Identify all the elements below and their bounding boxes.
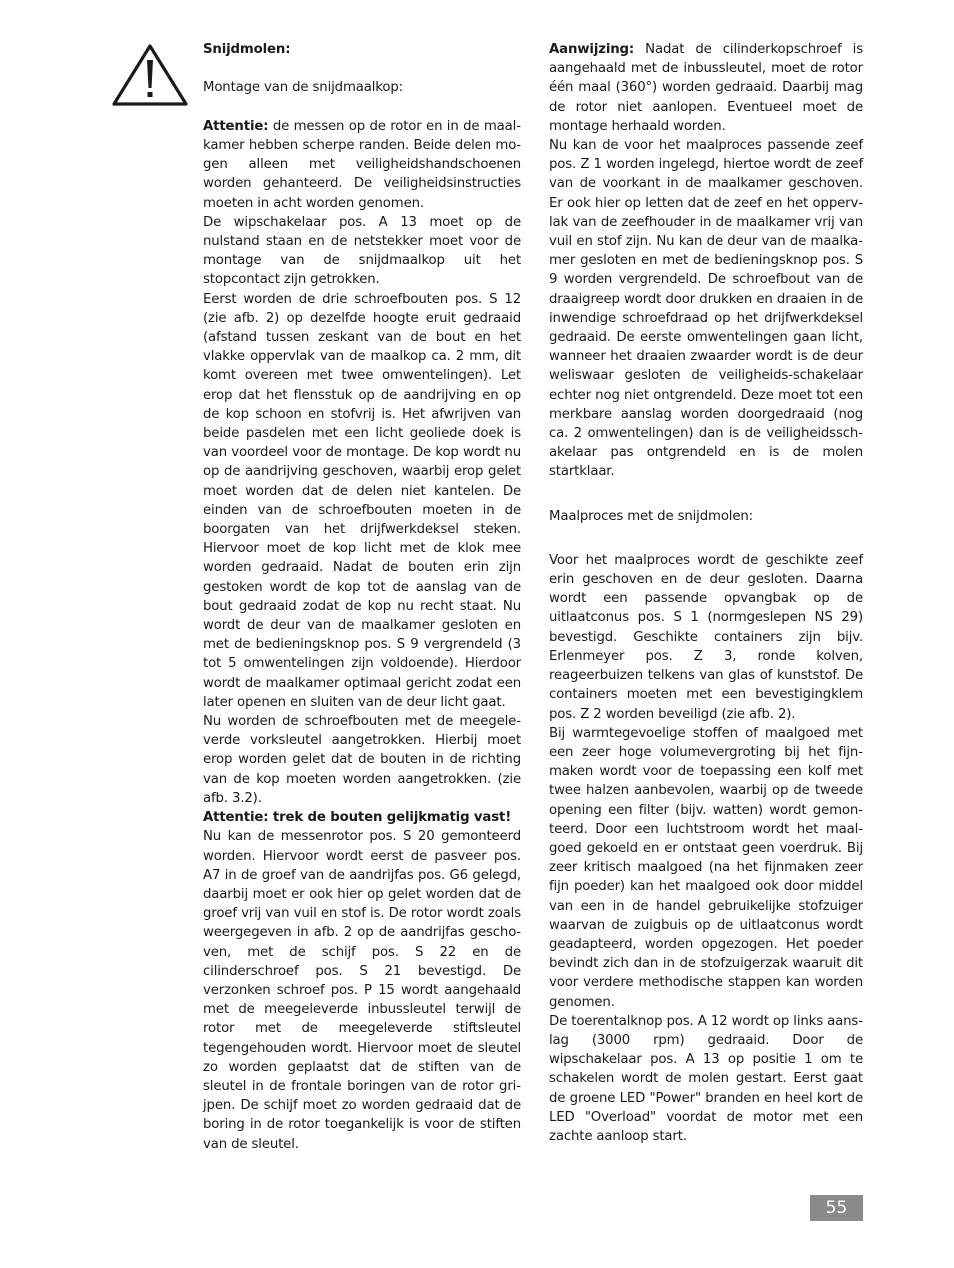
paragraph-rotor: Nu kan de messenrotor pos. S 20 gemonteerd worden. Hiervoor wordt eerst de pasveer pos. A7 in de groef van de aandrijfas pos. G6 gelegd, daarbij moet er ook hier op gelet worden dat de groef vrij van vuil en stof is. De rotor wordt zoals weergegeven in afb. 2 op de aandrijfas geschoven, met de schijf pos. S 22 en de cilinderschroef pos. S 21 bevestigd. De verzonken schroef pos. P 15 wordt aangehaald met de meegeleverde inbussleutel terwijl de rotor met de meegeleverde stiftsleutel tegengehouden wordt. Hiervoor moet de sleutel zo worden geplaatst dat de stiften van de sleutel in de frontale boringen van de rotor grijpen. De schijf moet zo worden gedraaid dat de boring in de rotor toegankelijk is voor de stiften van de sleutel.	[203, 829, 521, 1152]
paragraph-heat-sensitive: Bij warmtegevoelige stoffen of maalgoed met een zeer hoge volumevergroting bij het fijnmaken wordt voor de toepassing een kolf met twee halzen aanbevolen, waarbij op de tweede opening een filter (bijv. watten) wordt gemonteerd. Door een luchtstroom wordt het maalgoed gekoeld en er ontstaat geen voerdruk. Bij zeer kritisch maalgoed (na het fijnmaken zeer fijn poeder) kan het maalgoed ook door middel van een in de handel gebruikelijke stofzuiger waarvan de zuigbuis op de uitlaatconus wordt geadapteerd, worden opgezogen. Het poeder bevindt zich dan in de stofzuigerzak waaruit dit voor verdere methodische stappen kan worden genomen.	[549, 725, 863, 1010]
paragraph-sieve: Nu kan de voor het maalproces passende zeef pos. Z 1 worden ingelegd, hiertoe wordt de zeef van de voorkant in de maalkamer geschoven. Er ook hier op letten dat de zeef en het oppervlak van de zeefhouder in de maalkamer vrij van vuil en stof zijn. Nu kan de deur van de maalkamer gesloten en met de bedieningsknop pos. S 9 worden vergrendeld. De schroefbout van de draaigreep wordt door drukken en draaien in de inwendige schroefdraad op het drijfwerkdeksel gedraaid. De eerste omwentelingen gaan licht, wanneer het draaien zwaarder wordt is de deur weliswaar gesloten de veiligheids-schakelaar echter nog niet ontgrendeld. Deze moet tot een merkbare aanslag worden doorgedraaid (nog ca. 2 omwentelingen) dan is de veiligheidsschakelaar pas ontgrendeld en is de molen startklaar.	[549, 138, 863, 480]
paragraph-tighten: Nu worden de schroefbouten met de meegeleverde vorksleutel aangetrokken. Hierbij moet erop worden gelet dat de bouten in de richting van de kop moeten worden aangetrokken. (zie afb. 3.2).	[203, 714, 521, 806]
right-column	[549, 40, 863, 1146]
attention-paragraph	[203, 117, 521, 213]
subheading: Montage van de snijdmaalkop:	[203, 80, 403, 96]
section-heading-2: Maalproces met de snijdmolen:	[549, 508, 753, 524]
warning-triangle-icon	[111, 43, 189, 107]
paragraph-process: Voor het maalproces wordt de geschikte zeef erin geschoven en de deur gesloten. Daarna wordt een passende opvangbak op de uitlaatconus pos. S 1 (normgeslepen NS 29) bevestigd. Geschikte containers zijn bijv. Erlenmeyer pos. Z 3, ronde kolven, reageerbuizen telkens van glas of kunststof. De containers moeten met een bevestigingklem pos. Z 2 worden beveiligd (zie afb. 2).	[549, 552, 863, 722]
left-column	[203, 40, 521, 1154]
paragraph-start: De toerentalknop pos. A 12 wordt op links aanslag (3000 rpm) gedraaid. Door de wipschakelaar pos. A 13 op positie 1 om te schakelen wordt de molen gestart. Eerst gaat de groene LED "Power" branden en heel kort de LED "Overload" voordat de motor met een zachte aanloop start.	[549, 1013, 863, 1144]
note-paragraph	[549, 40, 863, 136]
attention-label: Attentie:	[203, 118, 269, 134]
note-text: Nadat de cilinderkopschroef is aangehaald met de inbussleutel, moet de rotor één maal (360°) worden gedraaid. Daarbij mag de rotor niet aanlopen. Eventueel moet de montage herhaald worden.	[549, 42, 863, 134]
paragraph-switch: De wipschakelaar pos. A 13 moet op de nulstand staan en de netstekker moet voor de montage van de snijdmaalkop uit het stopcontact zijn getrokken.	[203, 214, 521, 288]
paragraph-mounting: Eerst worden de drie schroefbouten pos. S 12 (zie afb. 2) op dezelfde hoogte eruit gedraaid (afstand tussen zeskant van de bout en het vlakke oppervlak van de maalkop ca. 2 mm, dit komt overeen met twee omwentelingen). Let erop dat het flensstuk op de aandrijving en op de kop schoon en stofvrij is. Het afwrijven van beide pasdelen met een licht geoliede doek is van voordeel voor de montage. De kop wordt nu op de aandrijving geschoven, waarbij erop gelet moet worden dat de delen niet kantelen. De einden van de schroefbouten moeten in de boorgaten van het drijfwerkdeksel steken. Hiervoor moet de kop licht met de klok mee worden gedraaid. Nadat de bouten erin zijn gestoken wordt de kop tot de aanslag van de bout gedraaid zodat de kop nu recht staat. Nu wordt de deur van de maalkamer gesloten en met de bedieningsknop pos. S 9 vergrendeld (3 tot 5 omwentelingen zijn voldoende). Hierdoor wordt de maalkamer optimaal gericht zodat een later openen en sluiten van de deur licht gaat.	[203, 291, 521, 710]
section-heading: Snijdmolen:	[203, 42, 291, 57]
note-label: Aanwijzing:	[549, 42, 635, 57]
page-number: 55	[810, 1195, 863, 1221]
attention-tighten: Attentie: trek de bouten gelijkmatig vast!	[203, 810, 512, 826]
attention-text: de messen op de rotor en in de maalkamer hebben scherpe randen. Beide delen mogen alleen met veiligheidshandschoenen worden gehanteerd. De veiligheidsinstructies moeten in acht worden genomen.	[203, 118, 521, 211]
